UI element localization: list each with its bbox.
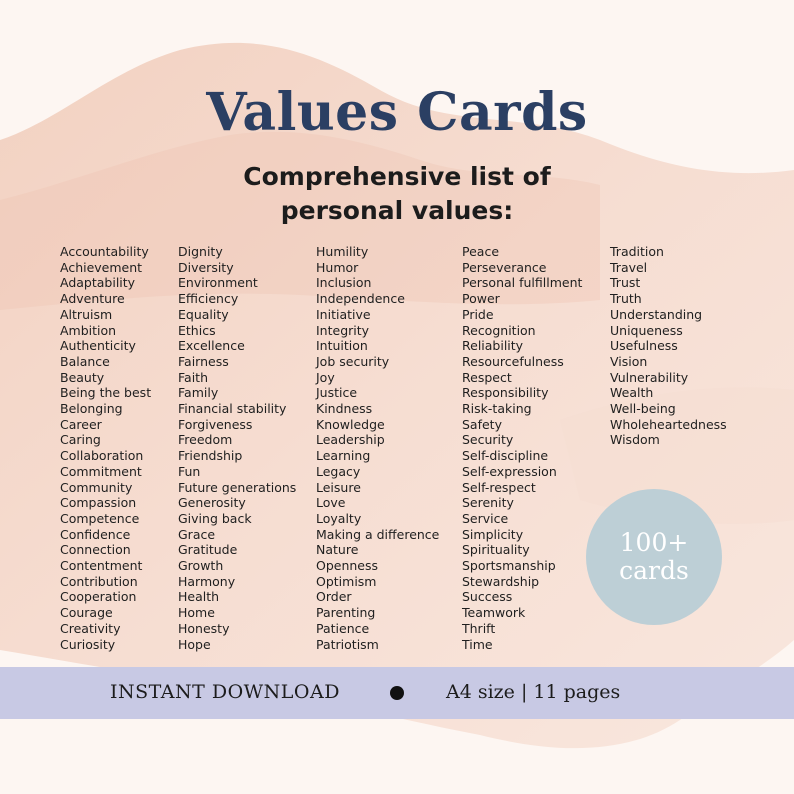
value-item: Career (60, 416, 102, 432)
value-item: Power (462, 291, 500, 307)
value-item: Sportsmanship (462, 558, 556, 574)
value-item: Cooperation (60, 589, 137, 605)
value-item: Diversity (178, 259, 234, 275)
value-item: Inclusion (316, 275, 372, 291)
value-item: Efficiency (178, 291, 239, 307)
value-item: Humility (316, 244, 369, 259)
value-item: Kindness (316, 401, 373, 417)
value-item: Health (178, 589, 220, 605)
value-item: Love (316, 495, 346, 511)
value-item: Job security (316, 353, 390, 369)
value-item: Contentment (60, 558, 143, 574)
value-item: Compassion (60, 495, 137, 511)
value-item: Friendship (178, 448, 243, 464)
value-item: Knowledge (316, 416, 385, 432)
value-item: Financial stability (178, 401, 287, 417)
value-item: Service (462, 510, 509, 526)
value-item: Independence (316, 291, 405, 307)
value-item: Order (316, 589, 352, 605)
value-item: Grace (178, 526, 216, 542)
value-item: Justice (316, 385, 358, 401)
values-column-3 (316, 244, 439, 652)
value-item: Excellence (178, 338, 245, 354)
value-item: Community (60, 479, 133, 495)
value-item: Serenity (462, 495, 514, 511)
values-column-4 (462, 244, 582, 652)
value-item: Recognition (462, 322, 536, 338)
value-item: Usefulness (610, 338, 678, 354)
value-item: Patience (316, 620, 370, 636)
download-banner (0, 667, 794, 719)
value-item: Giving back (178, 510, 252, 526)
value-item: Growth (178, 558, 224, 574)
value-item: Faith (178, 369, 208, 385)
value-item: Creativity (60, 620, 121, 636)
value-item: Home (178, 605, 215, 621)
value-item: Commitment (60, 463, 142, 479)
value-item: Peace (462, 244, 500, 259)
value-item: Adaptability (60, 275, 136, 291)
value-item: Success (462, 589, 513, 605)
value-item: Competence (60, 510, 140, 526)
value-item: Reliability (462, 338, 524, 354)
subtitle (0, 160, 794, 228)
value-item: Making a difference (316, 526, 440, 542)
value-item: Travel (610, 259, 648, 275)
value-item: Dignity (178, 244, 223, 259)
value-item: Uniqueness (610, 322, 683, 338)
value-item: Environment (178, 275, 258, 291)
value-item: Spirituality (462, 542, 530, 558)
value-item: Thrift (462, 620, 496, 636)
badge-count: 100+ (619, 528, 689, 557)
value-item: Learning (316, 448, 371, 464)
value-item: Vulnerability (610, 369, 689, 385)
value-item: Trust (610, 275, 641, 291)
value-item: Understanding (610, 306, 703, 322)
value-item: Belonging (60, 401, 123, 417)
value-item: Leisure (316, 479, 361, 495)
value-item: Family (178, 385, 219, 401)
value-item: Altruism (60, 306, 113, 322)
value-item: Ambition (60, 322, 117, 338)
value-item: Stewardship (462, 573, 540, 589)
value-item: Curiosity (60, 636, 116, 652)
subtitle-line-1: Comprehensive list of (243, 162, 551, 191)
bullet-dot-icon (390, 686, 404, 700)
value-item: Accountability (60, 244, 149, 259)
badge-unit: cards (619, 556, 689, 585)
value-item: Generosity (178, 495, 246, 511)
page-title: Values Cards (206, 82, 588, 143)
value-item: Teamwork (462, 605, 526, 621)
value-item: Nature (316, 542, 359, 558)
value-item: Authenticity (60, 338, 136, 354)
value-item: Personal fulfillment (462, 275, 583, 291)
value-item: Fairness (178, 353, 229, 369)
values-column-1 (60, 244, 151, 652)
value-item: Tradition (610, 244, 664, 259)
value-item: Legacy (316, 463, 361, 479)
value-item: Perseverance (462, 259, 547, 275)
card-count-badge (586, 489, 722, 625)
value-item: Well-being (610, 401, 676, 417)
value-item: Optimism (316, 573, 377, 589)
value-item: Integrity (316, 322, 370, 338)
value-item: Initiative (316, 306, 371, 322)
value-item: Vision (610, 353, 648, 369)
value-item: Joy (316, 369, 335, 385)
instant-download-label: INSTANT DOWNLOAD (110, 681, 340, 703)
size-pages-label: A4 size | 11 pages (446, 681, 621, 703)
value-item: Intuition (316, 338, 368, 354)
value-item: Contribution (60, 573, 138, 589)
value-item: Collaboration (60, 448, 144, 464)
value-item: Openness (316, 558, 379, 574)
value-item: Courage (60, 605, 113, 621)
value-item: Self-expression (462, 463, 557, 479)
value-item: Pride (462, 306, 494, 322)
value-item: Harmony (178, 573, 236, 589)
value-item: Fun (178, 463, 201, 479)
value-item: Leadership (316, 432, 385, 448)
value-item: Future generations (178, 479, 297, 495)
value-item: Hope (178, 636, 211, 652)
value-item: Security (462, 432, 514, 448)
values-column-2 (178, 244, 296, 652)
value-item: Adventure (60, 291, 125, 307)
value-item: Truth (610, 291, 642, 307)
value-item: Forgiveness (178, 416, 253, 432)
value-item: Gratitude (178, 542, 238, 558)
value-item: Simplicity (462, 526, 524, 542)
value-item: Beauty (60, 369, 105, 385)
value-item: Equality (178, 306, 229, 322)
value-item: Humor (316, 259, 359, 275)
value-item: Balance (60, 353, 110, 369)
value-item: Confidence (60, 526, 131, 542)
value-item: Responsibility (462, 385, 549, 401)
value-item: Resourcefulness (462, 353, 564, 369)
value-item: Safety (462, 416, 502, 432)
value-item: Achievement (60, 259, 143, 275)
value-item: Wholeheartedness (610, 416, 727, 432)
value-item: Ethics (178, 322, 216, 338)
value-item: Connection (60, 542, 131, 558)
value-item: Wealth (610, 385, 654, 401)
value-item: Being the best (60, 385, 152, 401)
value-item: Loyalty (316, 510, 362, 526)
value-item: Honesty (178, 620, 230, 636)
value-item: Parenting (316, 605, 376, 621)
value-item: Caring (60, 432, 101, 448)
value-item: Respect (462, 369, 512, 385)
value-item: Self-respect (462, 479, 536, 495)
value-item: Time (462, 636, 493, 652)
value-item: Self-discipline (462, 448, 549, 464)
value-item: Freedom (178, 432, 233, 448)
values-column-5 (610, 244, 727, 448)
value-item: Wisdom (610, 432, 660, 448)
value-item: Risk-taking (462, 401, 532, 417)
subtitle-line-2: personal values: (280, 196, 514, 225)
value-item: Patriotism (316, 636, 379, 652)
